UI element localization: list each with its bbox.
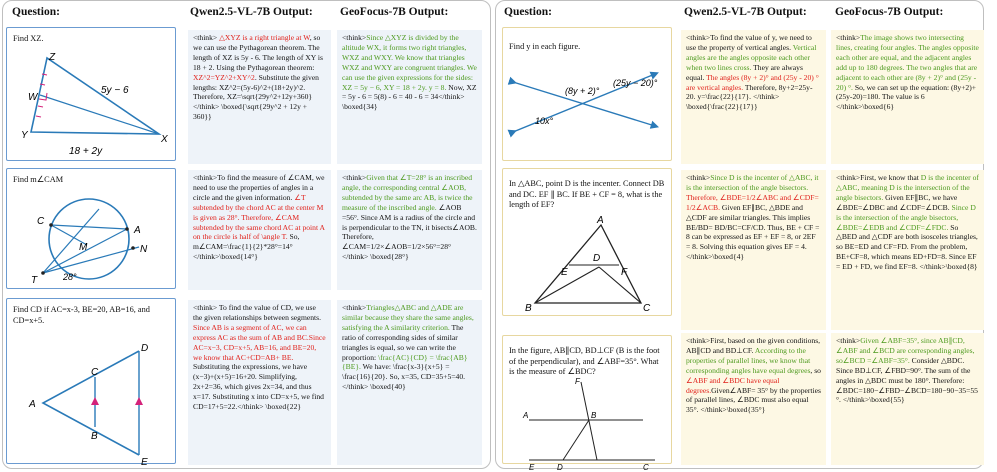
answer-q4-qwen (681, 30, 826, 164)
svg-text:B: B (591, 411, 597, 420)
svg-text:A: A (134, 225, 141, 236)
answer-segment: So △BED and △CDF are both isosceles triangles, so BE=ED and CF=FD. From the problem, BE+CF=8, which means ED+FD=8. Since EF = ED + FD, we find EF=8. </think>\boxed{8} (836, 222, 978, 272)
answer-segment: They are always equal. (686, 62, 803, 82)
question-6-text: In the figure, AB∥CD, BD⊥CF (B is the foot of the perpendicular), and ∠ABF=35°. What is the measure of ∠BDC? (509, 346, 660, 376)
header-geo-right: GeoFocus-7B Output: (835, 6, 944, 18)
answer-q3-qwen (188, 300, 331, 465)
svg-text:T: T (31, 275, 38, 286)
answer-segment: So, we can set up the equation: (8y+2)+(25y-20)=180. The value is 6 </think>\boxed{6} (836, 82, 977, 112)
svg-text:E: E (529, 463, 535, 472)
question-5-box (502, 168, 672, 316)
svg-text:Z: Z (49, 52, 56, 63)
svg-text:F: F (621, 267, 628, 278)
answer-segment: <think>First, based on the given conditions, AB∥CD and BD⊥CF. (686, 336, 821, 355)
answer-segment: . Substitute the given lengths: XZ^2=(5y-6)^2+(18+2y)^2. Therefore, XZ=\sqrt{29y^2+12y+360}</think> \boxed{\sqrt{29y^2 + 12y + 360}} (193, 72, 319, 122)
question-1-figure (9, 48, 175, 158)
answer-segment: <think> (342, 33, 367, 42)
question-3-text: Find CD if AC=x-3, BE=20, AB=16, and CD=x+5. (13, 305, 150, 325)
answer-segment: The image shows two intersecting lines, creating four angles. The angles opposite each other are equal, and the adjacent angles add up to 180 degrees. The two angles that are adjacent to each other are (8y + 2)° and (25y - 20) °. (836, 33, 979, 92)
question-1-box (6, 27, 176, 161)
answer-segment: Substituting the expressions, we have (x−3)+(x+5)=16+20. Simplifying, 2x+2=36, which gives 2x=34, and thus x=17. Substituting x into CD=x+5, we find CD=17+5=22.</think> \boxed{22} (193, 362, 324, 412)
svg-text:28°: 28° (63, 272, 77, 282)
answer-segment: Given ∠ABF=35°, since AB∥CD, ∠ABF and ∠BCD are corresponding angles, so∠BCD =∠ABF=35°. (836, 336, 975, 365)
svg-text:A: A (597, 215, 604, 226)
answer-segment: \frac{AC}{CD} = \frac{AB}{BE}. (342, 352, 468, 372)
answer-segment: <think> To find the value of CD, we use the given relationships between segments. (193, 303, 322, 322)
svg-text:A: A (29, 399, 36, 410)
svg-text:5y − 6: 5y − 6 (101, 85, 129, 96)
svg-text:C: C (643, 463, 649, 472)
svg-text:D: D (557, 463, 563, 472)
svg-text:E: E (141, 457, 148, 468)
question-6-figure (505, 376, 671, 472)
answer-segment: Therefore, ∠BDE=1/2∠ABC and ∠CDF= 1/2∠ACB. (686, 192, 819, 212)
question-5-text: In △ABC, point D is the incenter. Connect DB and DC. EF ∥ BC. If BE + CF = 8, what is the length of EF? (509, 179, 665, 209)
svg-text:A: A (523, 411, 529, 420)
answer-segment: <think> (686, 173, 711, 182)
question-5-figure (505, 217, 671, 313)
answer-q6-geo (831, 333, 984, 465)
answer-segment: Therefore, 8y+2=25y-20. y=\frac{22}{17}. </think> \boxed{\frac{22}{17}} (686, 82, 813, 112)
answer-segment: We have: \frac{x-3}{x+5} = \frac{16}{20}. So, x=35, CD=35+5=40. </think> \boxed{40} (342, 362, 466, 392)
answer-segment: According to the properties of parallel lines, we know that corresponding angles have equal degrees (686, 345, 811, 375)
answer-segment: <think>First, we know that (836, 173, 921, 182)
question-4-figure (505, 58, 671, 158)
header-question-left: Question: (12, 6, 60, 18)
question-2-figure (9, 187, 175, 287)
header-question-right: Question: (504, 6, 552, 18)
svg-text:C: C (91, 367, 99, 378)
answer-segment: , so we can use the Pythagorean theorem. The length of XZ is 5y - 6. The length of XY is 18 + 2. Using the Pythagorean theorem: (193, 33, 323, 72)
answer-segment: The angles (8y + 2)° and (25y - 20) ° are vertical angles. (686, 72, 819, 92)
header-geo-left: GeoFocus-7B Output: (340, 6, 449, 18)
answer-segment: <think>To find the value of y, we need to use the property of vertical angles. (686, 33, 812, 52)
svg-text:10x°: 10x° (535, 116, 554, 126)
svg-text:B: B (525, 303, 532, 314)
answer-segment: XZ^2=YZ^2+XY^2 (193, 72, 255, 82)
svg-text:D: D (141, 343, 149, 354)
answer-segment: <think> (836, 33, 861, 42)
answer-q6-qwen (681, 333, 826, 465)
svg-text:B: B (91, 431, 98, 442)
answer-q5-qwen (681, 170, 826, 330)
answer-q4-geo (831, 30, 984, 164)
answer-segment: Consider △BDC. Since BD⊥CF, ∠FBD=90°. The sum of the angles in △BDC must be 180°. Therefore: ∠BDC=180−∠FBD−∠BCD=180−90−35=55°. </think>\boxed{55} (836, 355, 978, 405)
answer-segment: <think> (193, 33, 220, 42)
answer-segment: △XYZ is a right triangle at W (219, 33, 310, 42)
svg-text:N: N (140, 244, 148, 255)
answer-segment: <think> (342, 303, 367, 312)
answer-q1-geo (337, 30, 482, 164)
svg-text:F: F (575, 377, 580, 386)
question-4-box (502, 27, 672, 161)
svg-text:W: W (28, 92, 38, 103)
answer-segment: <think> (836, 336, 861, 345)
question-6-box (502, 335, 672, 472)
answer-q2-qwen (188, 170, 331, 290)
svg-text:C: C (37, 216, 45, 227)
answer-segment: Given EF∥BC, we have ∠BDE=∠DBC and ∠CDF=∠DCB. (836, 192, 958, 212)
answer-segment: The ratio of corresponding sides of similar triangles is equal, so we can write the proportion: (342, 322, 464, 362)
svg-text:(8y + 2)°: (8y + 2)° (565, 86, 600, 96)
answer-segment: D is the incenter of △ABC, meaning D is the intersection of the angle bisectors. (836, 173, 979, 202)
svg-text:M: M (79, 242, 88, 253)
question-1-text: Find XZ. (13, 34, 44, 43)
answer-segment: Since D is the incenter of △ABC, it is the intersection of the angle bisectors. (686, 173, 819, 192)
answer-q2-geo (337, 170, 482, 290)
answer-segment: <think> (342, 173, 367, 182)
svg-text:D: D (593, 253, 601, 264)
answer-segment: ∠AOB =56°. Since AM is a radius of the circle and is perpendicular to the TN, it bisects∠AOB. Therefore, ∠CAM=1/2×∠AOB=1/2×56°=28° </think> \boxed{28°} (342, 202, 477, 262)
answer-segment: Since △XYZ is divided by the altitude WX, it forms two right triangles, WXZ and WXY. We know that triangles WXZ and WXY are congruent triangles. We can use the given expressions for the sides: XZ = 5y − 6, XY = 18 + 2y. y = 8. (342, 33, 477, 92)
header-qwen-right: Qwen2.5-VL-7B Output: (684, 6, 807, 18)
question-3-box (6, 298, 176, 468)
svg-text:C: C (643, 303, 651, 314)
answer-segment: ∠T subtended by the chord AC at the center M is given as 28°. Therefore, ∠CAM subtended by the same chord AC at point A on the circle is half of \angle T. (193, 192, 325, 242)
question-2-text: Find m∠CAM (13, 175, 64, 184)
header-qwen-left: Qwen2.5-VL-7B Output: (190, 6, 313, 18)
answer-segment: Triangles△ABC and △ADE are similar because they share the same angles, satisfying the A similarity criterion. (342, 303, 474, 332)
question-2-box (6, 168, 176, 289)
svg-text:E: E (561, 267, 568, 278)
svg-text:X: X (161, 134, 168, 145)
question-3-figure (9, 341, 175, 468)
answer-segment: Vertical angles are the angles opposite each other when two lines cross. (686, 42, 817, 72)
answer-q3-geo (337, 300, 482, 465)
answer-segment: Given that ∠T=28° is an inscribed angle, the corresponding central ∠AOB, subtended by the same arc AB, is twice the measure of the inscribed angle. (342, 173, 473, 212)
answer-segment: Given∠ABF= 35° by the properties of parallel lines, ∠BDC must also equal 35°. </think>\boxed{35°} (686, 385, 821, 415)
question-4-text: Find y in each figure. (509, 42, 581, 51)
answer-segment: So, m∠CAM=\frac{1}{2}*28°=14° </think>\boxed{14°} (193, 232, 300, 262)
answer-q1-qwen (188, 30, 331, 164)
answer-segment: Given EF∥BC, △BDE and △CDF are similar triangles. This implies BE/BD= BD/BC=CF/CD. Thus, BE + CF = 8 can be expressed as EF + EF = 8, or 2EF = 8. Solving this equation gives EF = 4. </think>\boxed{4} (686, 202, 820, 262)
answer-segment: , so (810, 365, 821, 375)
svg-text:Y: Y (21, 130, 28, 141)
answer-segment: Since AB is a segment of AC, we can express AC as the sum of AB and BC.Since AC=x−3, CD=x+5, AB=16, and BE=20, we know that AC+CD=AB+ BE. (193, 322, 326, 362)
svg-text:18 + 2y: 18 + 2y (69, 146, 103, 157)
answer-segment: Since D is the intersection of the angle bisectors, ∠BDE=∠EDB and ∠CDF=∠FDC. (836, 202, 976, 232)
answer-segment: <think>To find the measure of ∠CAM, we need to use the properties of angles in a circle and the given information. (193, 173, 325, 202)
answer-segment: ∠ABF and ∠BDC have equal degrees. (686, 375, 780, 395)
answer-segment: Now, XZ = 5y - 6 = 5(8) - 6 = 40 - 6 = 34</think> \boxed{34} (342, 82, 477, 112)
answer-q5-geo (831, 170, 984, 330)
svg-text:(25y − 20)°: (25y − 20)° (613, 78, 658, 88)
